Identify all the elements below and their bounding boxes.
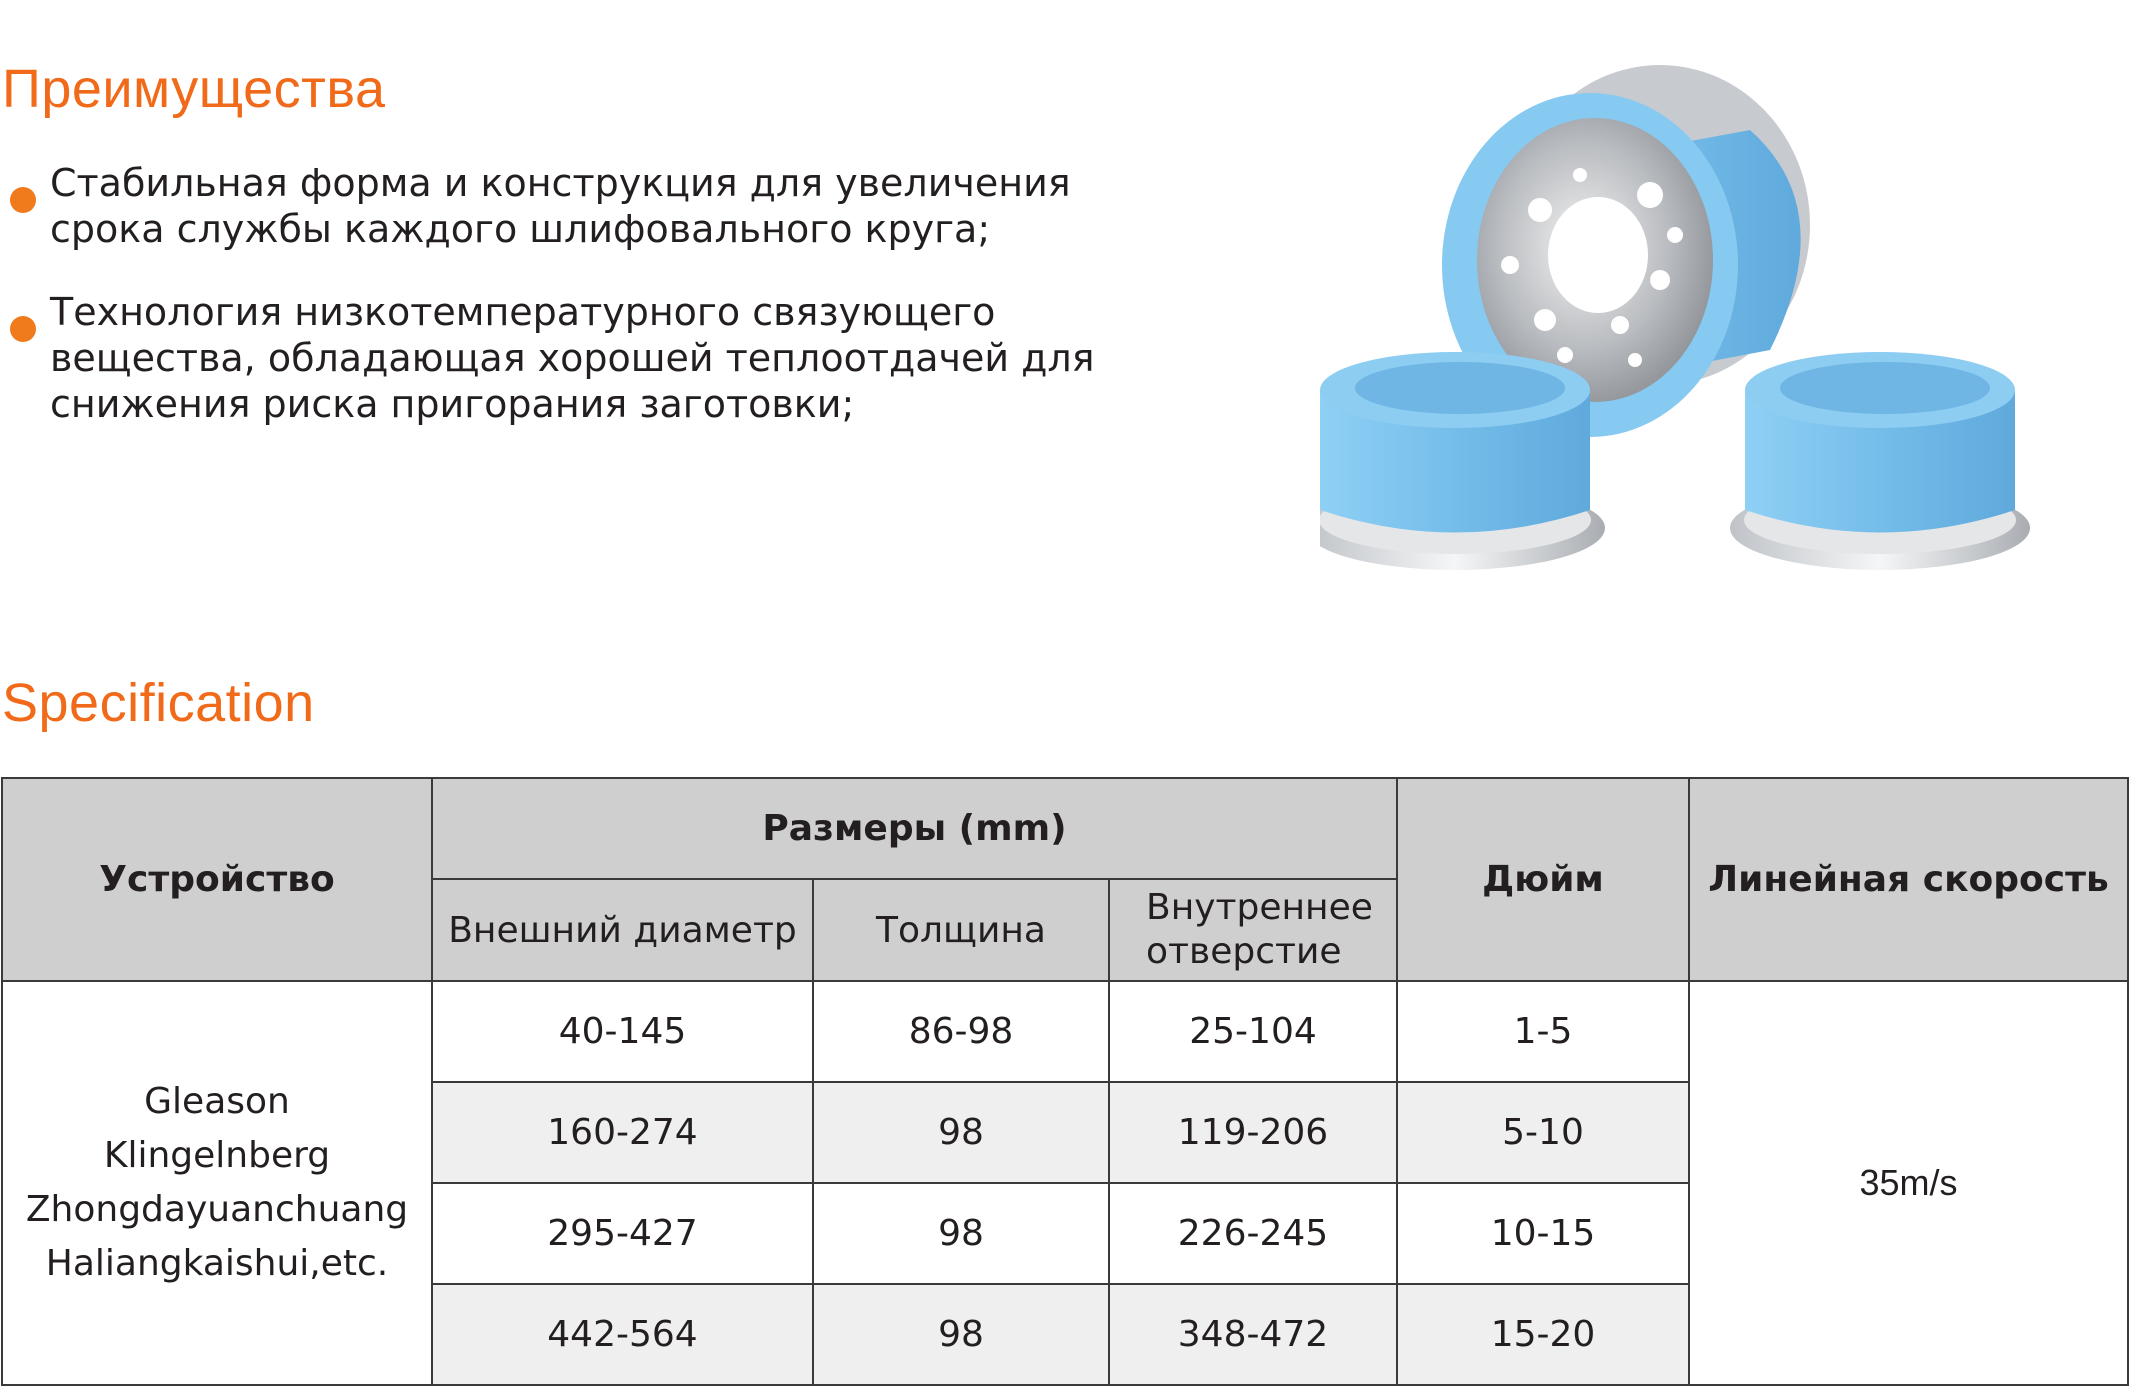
outer-diameter-cell: 295-427: [432, 1183, 813, 1284]
inch-cell: 15-20: [1397, 1284, 1689, 1385]
header-device: Устройство: [2, 778, 432, 981]
device-cell: [2, 981, 432, 1385]
device-name: Klingelnberg: [103, 1135, 331, 1176]
inner-hole-cell: 25-104: [1109, 981, 1397, 1082]
device-name: Zhongdayuanchuang: [25, 1189, 409, 1230]
thickness-cell: 86-98: [813, 981, 1109, 1082]
header-thickness: Толщина: [813, 879, 1109, 981]
header-dimensions: Размеры (mm): [432, 778, 1397, 879]
specification-title: Specification: [2, 673, 315, 733]
grinding-wheels-image: [1320, 50, 2100, 610]
inch-cell: 5-10: [1397, 1082, 1689, 1183]
advantage-item: [10, 289, 1160, 427]
inner-hole-cell: 226-245: [1109, 1183, 1397, 1284]
inner-hole-cell: 119-206: [1109, 1082, 1397, 1183]
thickness-cell: 98: [813, 1082, 1109, 1183]
outer-diameter-cell: 442-564: [432, 1284, 813, 1385]
device-name: Gleason: [144, 1081, 290, 1122]
header-inner-hole: Внутреннее отверстие: [1109, 879, 1397, 981]
header-inch: Дюйм: [1397, 778, 1689, 981]
bullet-dot-icon: [10, 187, 36, 213]
outer-diameter-cell: 160-274: [432, 1082, 813, 1183]
left-wheel: [1320, 352, 1605, 570]
inch-cell: 10-15: [1397, 1183, 1689, 1284]
inch-cell: 1-5: [1397, 981, 1689, 1082]
thickness-cell: 98: [813, 1183, 1109, 1284]
advantages-list: [10, 160, 1160, 464]
advantage-text: Стабильная форма и конструкция для увеличения срока службы каждого шлифовального круга;: [50, 161, 1071, 251]
linear-speed-cell: 35m/s: [1689, 981, 2128, 1385]
specification-table: [1, 777, 2129, 1386]
table-row: [2, 981, 2128, 1082]
right-wheel: [1730, 352, 2030, 570]
outer-diameter-cell: 40-145: [432, 981, 813, 1082]
advantage-item: [10, 160, 1160, 252]
advantage-text: Технология низкотемпературного связующего вещества, обладающая хорошей теплоотдачей для снижения риска пригорания заготовки;: [50, 290, 1095, 426]
header-outer-diameter: Внешний диаметр: [432, 879, 813, 981]
inner-hole-cell: 348-472: [1109, 1284, 1397, 1385]
device-name: Haliangkaishui,etc.: [45, 1243, 389, 1284]
header-linear-speed: Линейная скорость: [1689, 778, 2128, 981]
thickness-cell: 98: [813, 1284, 1109, 1385]
advantages-title: Преимущества: [2, 59, 386, 119]
bullet-dot-icon: [10, 316, 36, 342]
